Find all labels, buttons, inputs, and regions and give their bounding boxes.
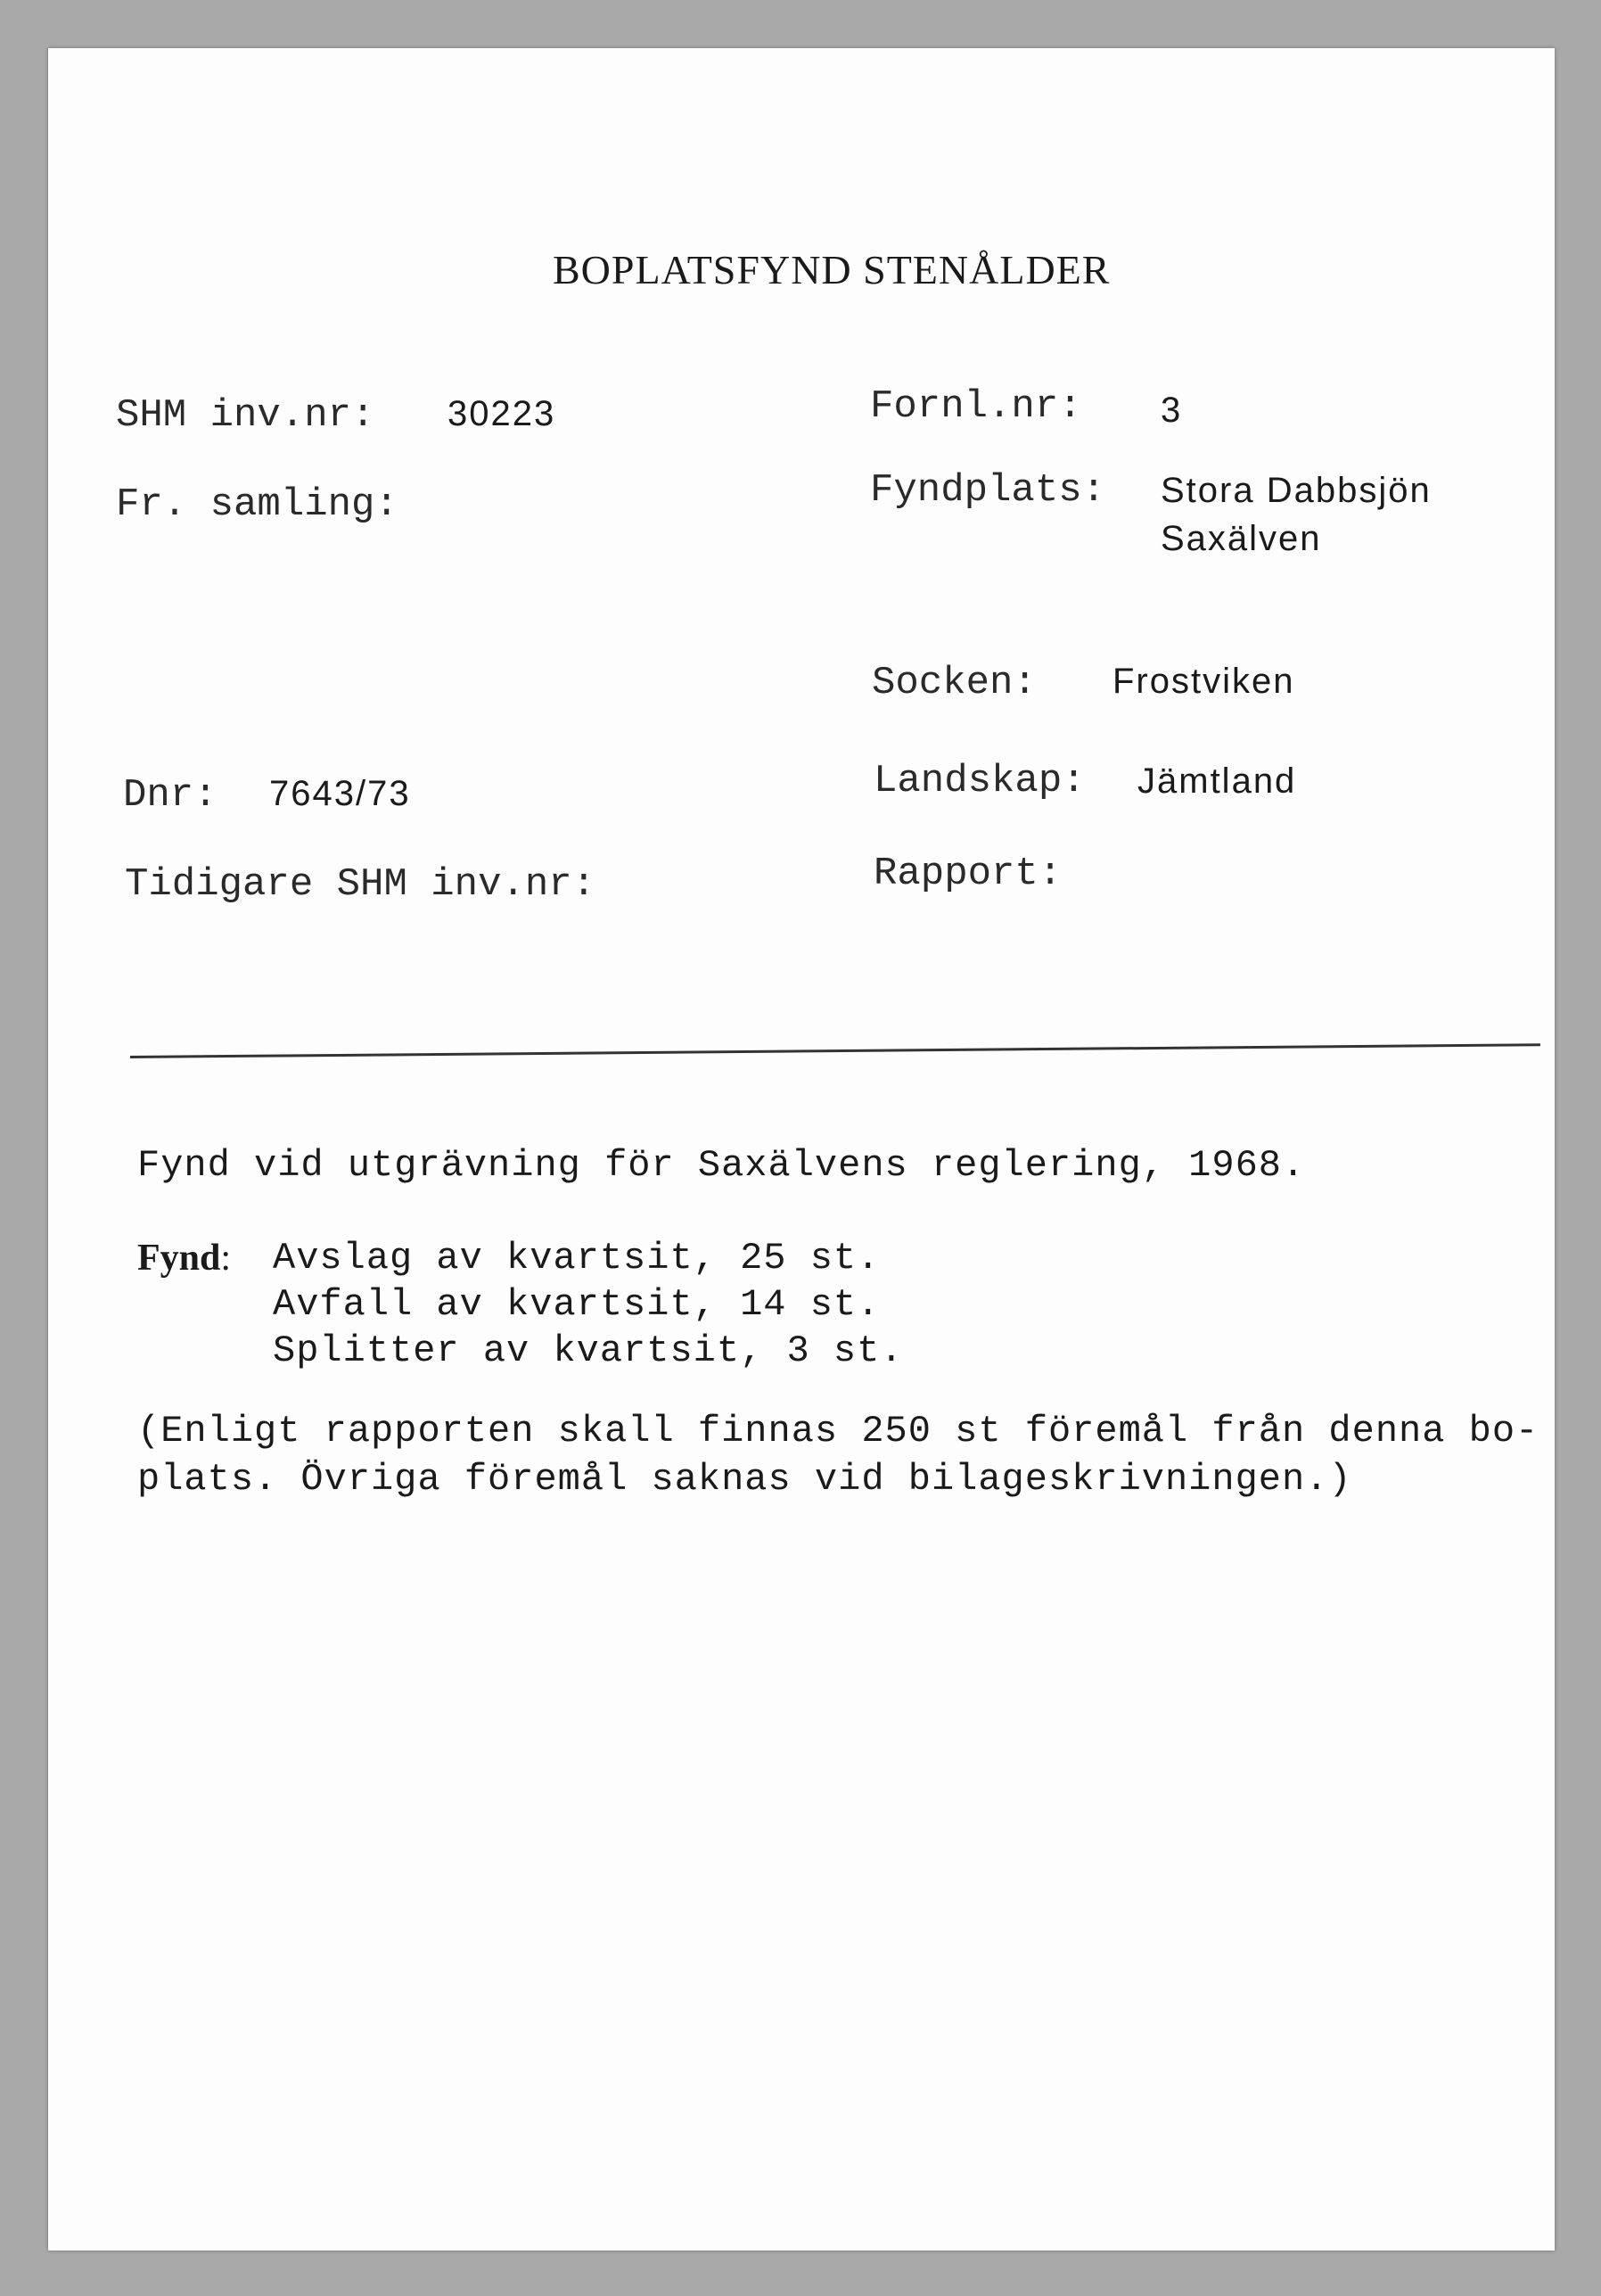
fynd-label-colon: : (220, 1238, 232, 1279)
note-line-2: plats. Övriga föremål saknas vid bilageskrivningen.) (137, 1458, 1352, 1501)
intro-text: Fynd vid utgrävning för Saxälvens reglering, 1968. (137, 1144, 1306, 1187)
landskap-value: Jämtland (1137, 761, 1297, 801)
dnr-label: Dnr: (123, 773, 218, 818)
fynd-item: Splitter av kvartsit, 3 st. (273, 1329, 904, 1372)
socken-label: Socken: (872, 661, 1037, 705)
note-line-1: (Enligt rapporten skall finnas 250 st föremål från denna bo- (137, 1410, 1539, 1452)
shm-inv-value: 30223 (447, 394, 556, 433)
socken-value: Frostviken (1112, 662, 1295, 701)
tidigare-shm-label: Tidigare SHM inv.nr: (125, 862, 596, 907)
catalog-card (48, 48, 1555, 2251)
landskap-label: Landskap: (874, 759, 1086, 803)
fornl-label: Fornl.nr: (870, 384, 1082, 429)
fynd-item: Avfall av kvartsit, 14 st. (273, 1283, 881, 1326)
fyndplats-label: Fyndplats: (870, 468, 1106, 513)
fornl-value: 3 (1161, 391, 1183, 430)
shm-inv-label: SHM inv.nr: (116, 393, 375, 438)
fyndplats-value-1: Stora Dabbsjön (1161, 471, 1432, 510)
fynd-label (137, 1239, 231, 1277)
fr-samling-label: Fr. samling: (116, 482, 398, 527)
fynd-item: Avslag av kvartsit, 25 st. (273, 1237, 881, 1280)
rapport-label: Rapport: (874, 852, 1063, 896)
dnr-value: 7643/73 (269, 774, 411, 813)
fynd-label-word: Fynd (137, 1238, 221, 1279)
fyndplats-value-2: Saxälven (1161, 519, 1322, 558)
divider-line (130, 1043, 1540, 1058)
card-title: BOPLATSFYND STENÅLDER (553, 247, 1111, 292)
